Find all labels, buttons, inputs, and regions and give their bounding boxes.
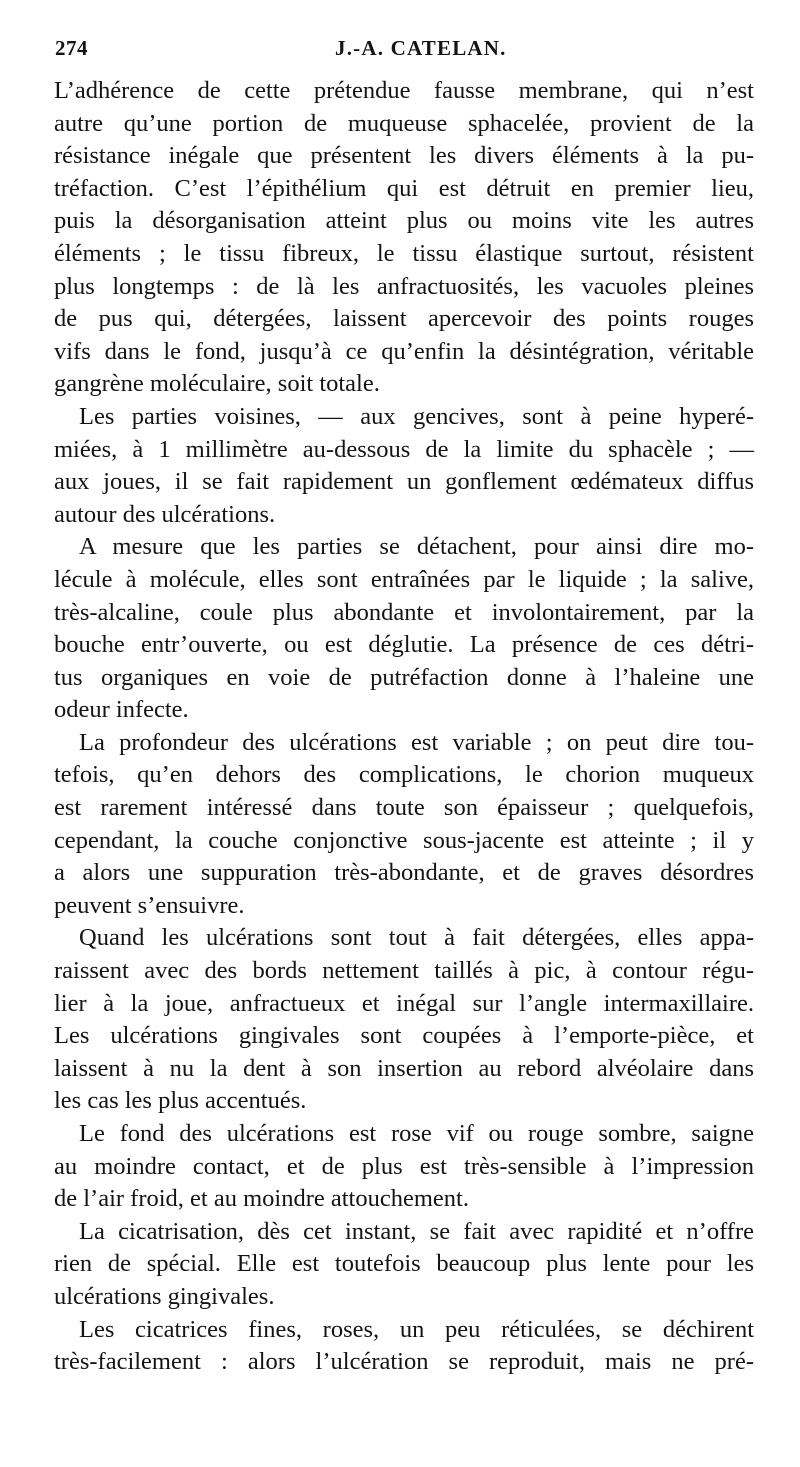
paragraph — [54, 1118, 754, 1216]
text-line: est rarement intéressé dans toute son épaisseur ; quelquefois, — [54, 794, 754, 822]
text-line: lier à la joue, anfractueux et inégal sur l’angle intermaxillaire. — [54, 989, 754, 1017]
text-line: Les parties voisines, — aux gencives, sont à peine hyperé- — [79, 402, 754, 430]
paragraph — [54, 401, 754, 531]
paragraph — [54, 75, 754, 401]
text-line: les cas les plus accentués. — [54, 1087, 307, 1115]
paragraph — [54, 1314, 754, 1379]
text-line: La profondeur des ulcérations est variable ; on peut dire tou- — [79, 728, 754, 756]
text-line: autre qu’une portion de muqueuse sphacelée, provient de la — [54, 109, 754, 137]
text-line: tréfaction. C’est l’épithélium qui est détruit en premier lieu, — [54, 174, 754, 202]
text-line: bouche entr’ouverte, ou est déglutie. La présence de ces détri- — [54, 631, 754, 659]
body-text — [54, 75, 754, 1379]
text-line: peuvent s’ensuivre. — [54, 891, 245, 919]
text-line: odeur infecte. — [54, 696, 189, 724]
paragraph — [54, 727, 754, 923]
text-line: tefois, qu’en dehors des complications, le chorion muqueux — [54, 761, 754, 789]
text-line: A mesure que les parties se détachent, pour ainsi dire mo- — [79, 533, 754, 561]
text-line: lécule à molécule, elles sont entraînées par le liquide ; la salive, — [54, 565, 754, 593]
text-line: L’adhérence de cette prétendue fausse membrane, qui n’est — [54, 77, 754, 104]
text-line: autour des ulcérations. — [54, 500, 276, 528]
text-line: rien de spécial. Elle est toutefois beaucoup plus lente pour les — [54, 1250, 754, 1278]
text-line: très-alcaline, coule plus abondante et involontairement, par la — [54, 598, 754, 626]
text-line: Les ulcérations gingivales sont coupées à l’emporte-pièce, et — [54, 1022, 754, 1050]
text-line: La cicatrisation, dès cet instant, se fait avec rapidité et n’offre — [79, 1217, 754, 1245]
text-line: très-facilement : alors l’ulcération se reproduit, mais ne pré- — [54, 1348, 754, 1376]
paragraph — [54, 922, 754, 1118]
text-line: résistance inégale que présentent les divers éléments à la pu- — [54, 142, 754, 170]
running-title: J.-A. CATELAN. — [335, 36, 507, 60]
text-line: miées, à 1 millimètre au-dessous de la limite du sphacèle ; — — [54, 435, 754, 463]
text-line: a alors une suppuration très-abondante, et de graves désordres — [54, 859, 754, 887]
text-line: Le fond des ulcérations est rose vif ou rouge sombre, saigne — [79, 1120, 754, 1147]
paragraph — [54, 531, 754, 727]
text-line: puis la désorganisation atteint plus ou moins vite les autres — [54, 207, 754, 235]
text-line: vifs dans le fond, jusqu’à ce qu’enfin la désintégration, véritable — [54, 337, 754, 365]
text-line: tus organiques en voie de putréfaction donne à l’haleine une — [54, 663, 754, 691]
text-line: éléments ; le tissu fibreux, le tissu élastique surtout, résistent — [54, 239, 754, 267]
text-line: au moindre contact, et de plus est très-sensible à l’impression — [54, 1152, 754, 1180]
text-line: gangrène moléculaire, soit totale. — [54, 370, 380, 398]
running-head — [55, 36, 755, 76]
text-line: cependant, la couche conjonctive sous-jacente est atteinte ; il y — [54, 826, 754, 854]
text-line: Les cicatrices fines, roses, un peu réticulées, se déchirent — [79, 1315, 754, 1343]
text-line: de pus qui, détergées, laissent apercevoir des points rouges — [54, 305, 754, 333]
text-line: laissent à nu la dent à son insertion au rebord alvéolaire dans — [54, 1054, 754, 1082]
text-line: aux joues, il se fait rapidement un gonflement œdémateux diffus — [54, 468, 754, 496]
paragraph — [54, 1216, 754, 1314]
text-line: Quand les ulcérations sont tout à fait détergées, elles appa- — [79, 924, 754, 952]
text-line: ulcérations gingivales. — [54, 1282, 275, 1310]
text-line: raissent avec des bords nettement taillés à pic, à contour régu- — [54, 957, 754, 985]
text-line: de l’air froid, et au moindre attouchement. — [54, 1185, 469, 1213]
text-line: plus longtemps : de là les anfractuosités, les vacuoles pleines — [54, 272, 754, 300]
page-number: 274 — [55, 36, 88, 60]
